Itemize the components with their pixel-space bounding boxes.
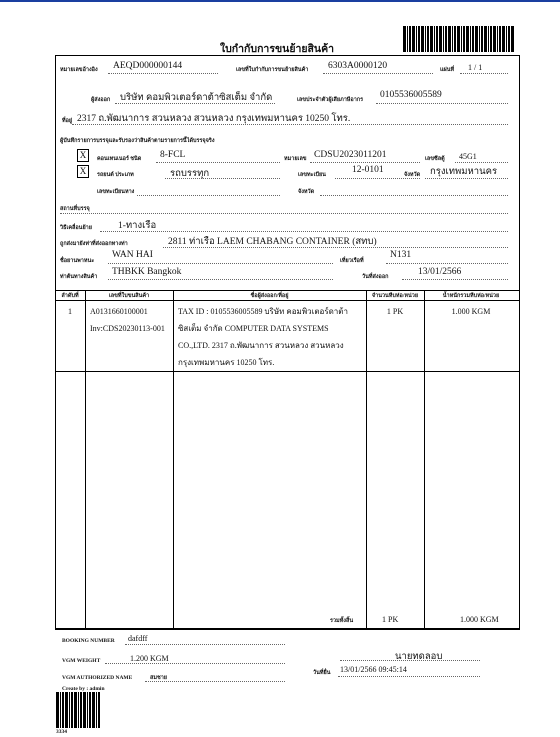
barcode-bar bbox=[56, 692, 59, 728]
province-value: กรุงเทพมหานคร bbox=[430, 167, 498, 177]
barcode-bar bbox=[409, 26, 411, 52]
barcode-bar bbox=[499, 26, 501, 52]
owner-value: บริษัท คอมพิวเตอร์ดาต้าซิสเต็ม จำกัด bbox=[120, 93, 273, 103]
col-header-decl: เลขที่ใบขนสินค้า bbox=[108, 293, 150, 299]
barcode-bar bbox=[416, 26, 417, 52]
address-label: ที่อยู่ bbox=[62, 118, 73, 124]
barcode-bar bbox=[87, 692, 88, 728]
row-decl-line1: A0131660100001 bbox=[90, 307, 148, 316]
barcode-bar bbox=[436, 26, 438, 52]
table-top-border bbox=[55, 290, 519, 291]
table-total-border bbox=[55, 628, 519, 629]
vgm-weight-label: VGM WEIGHT bbox=[62, 658, 101, 664]
barcode-bar bbox=[71, 692, 73, 728]
transport-mode-label: วิธีเคลื่อนย้าย bbox=[60, 225, 92, 231]
barcode-bar bbox=[481, 26, 483, 52]
barcode-bar bbox=[448, 26, 451, 52]
barcode-bar bbox=[69, 692, 70, 728]
dest-label: ถูกส่งมายังท่าที่ส่งออกทางท่า bbox=[60, 241, 128, 247]
row-desc-line2: ซิสเต็ม จำกัด COMPUTER DATA SYSTEMS bbox=[178, 324, 329, 333]
transport-mode-value: 1-ทางเรือ bbox=[118, 221, 157, 231]
barcode-bar bbox=[98, 692, 100, 728]
date-label: วันที่ส่งออก bbox=[362, 274, 389, 280]
truck-checkbox: X bbox=[77, 165, 89, 178]
barcode-bar bbox=[403, 26, 406, 52]
bottom-barcode bbox=[56, 692, 101, 728]
barcode-bar bbox=[65, 692, 68, 728]
province-label: จังหวัด bbox=[404, 172, 421, 178]
barcode-bar bbox=[461, 26, 462, 52]
row-desc-line3: CO.,LTD. 2317 ถ.พัฒนาการ สวนหลวง สวนหลวง bbox=[178, 341, 344, 350]
barcode-bar bbox=[407, 26, 408, 52]
barcode-bar bbox=[506, 26, 507, 52]
row-desc-line1: TAX ID : 0105536005589 บริษัท คอมพิวเตอร์ดาต้า bbox=[178, 307, 348, 316]
barcode-bar bbox=[425, 26, 426, 52]
plate-label: เลขทะเบียน bbox=[298, 172, 326, 178]
barcode-bar bbox=[484, 26, 487, 52]
owner-label: ผู้ส่งออก bbox=[91, 97, 111, 103]
container-checkbox: X bbox=[77, 149, 89, 162]
barcode-bar bbox=[421, 26, 424, 52]
sign-date-label: วันที่ยื่น bbox=[313, 670, 331, 676]
voyage-label: เที่ยวเรือที่ bbox=[340, 258, 364, 264]
barcode-bar bbox=[463, 26, 465, 52]
barcode-bar bbox=[457, 26, 460, 52]
barcode-bar bbox=[89, 692, 91, 728]
barcode-bar bbox=[470, 26, 471, 52]
table-header-border bbox=[55, 300, 519, 301]
barcode-bar bbox=[434, 26, 435, 52]
barcode-bar bbox=[443, 26, 444, 52]
col-header-desc: ชื่อผู้ส่งออก/ที่อยู่ bbox=[250, 293, 289, 299]
booking-label: BOOKING NUMBER bbox=[62, 638, 115, 644]
sheet-label: แผ่นที่ bbox=[440, 67, 455, 73]
barcode-bar bbox=[439, 26, 442, 52]
transfer-no-label: เลขที่ใบกำกับการขนย้ายสินค้า bbox=[236, 67, 309, 73]
container-no-label: หมายเลข bbox=[284, 156, 307, 162]
date-value: 13/01/2566 bbox=[418, 267, 462, 277]
container-no-value: CDSU2023011201 bbox=[314, 150, 387, 160]
seal-value: 45G1 bbox=[459, 152, 477, 161]
signer-name: นายทดลอบ bbox=[395, 652, 443, 662]
barcode-bar bbox=[472, 26, 474, 52]
barcode-bar bbox=[60, 692, 61, 728]
row-decl-line2: Inv:CDS20230113-001 bbox=[90, 324, 165, 333]
col-header-no: ลำดับที่ bbox=[61, 293, 79, 299]
plate-value: 12-0101 bbox=[352, 165, 384, 175]
col-header-qty: จำนวนหีบห่อ/หน่วย bbox=[371, 293, 419, 299]
sign-date-value: 13/01/2566 09:45:14 bbox=[340, 665, 407, 674]
barcode-bar bbox=[452, 26, 453, 52]
booking-value: dafdff bbox=[128, 634, 148, 643]
sheet-value: 1 / 1 bbox=[468, 63, 483, 72]
top-border bbox=[0, 0, 560, 2]
row-desc-line4: กรุงเทพมหานคร 10250 โทร. bbox=[178, 358, 275, 367]
taxid-label: เลขประจำตัวผู้เสียภาษีอากร bbox=[297, 97, 364, 103]
province2-label: จังหวัด bbox=[298, 189, 315, 195]
taxid-value: 0105536005589 bbox=[380, 90, 442, 100]
barcode-bar bbox=[62, 692, 64, 728]
barcode-bar bbox=[502, 26, 505, 52]
barcode-bar bbox=[508, 26, 510, 52]
barcode-bar bbox=[511, 26, 514, 52]
truck-label: รถยนต์ ประเภท bbox=[97, 172, 134, 178]
ref-value: AEQD000000144 bbox=[113, 61, 183, 71]
barcode-bar bbox=[479, 26, 480, 52]
vgm-auth-label: VGM AUTHORIZED NAME bbox=[62, 675, 133, 681]
table-divider bbox=[55, 371, 519, 372]
total-qty: 1 PK bbox=[382, 615, 399, 624]
vgm-auth-value: สมชาย bbox=[150, 675, 168, 681]
row-no: 1 bbox=[68, 307, 72, 316]
dest-value: 2811 ท่าเรือ LAEM CHABANG CONTAINER (สทบ) bbox=[168, 237, 377, 247]
port-value: THBKK Bangkok bbox=[112, 267, 182, 277]
truck-value: รถบรรทุก bbox=[170, 169, 210, 179]
voyage-value: N131 bbox=[390, 250, 412, 260]
total-weight: 1.000 KGM bbox=[460, 615, 499, 624]
barcode-bar bbox=[78, 692, 79, 728]
vessel-value: WAN HAI bbox=[112, 250, 153, 260]
section-heading: ผู้บันทึกรายการบรรจุและรับรองว่าสินค้าตามรายการนี้ได้บรรจุจริง bbox=[60, 138, 215, 144]
port-label: ท่าต้นทางสินค้า bbox=[60, 274, 98, 280]
barcode-bar bbox=[80, 692, 82, 728]
ref-label: หมายเลขอ้างอิง bbox=[60, 67, 98, 73]
total-label: รวมทั้งสิ้น bbox=[330, 618, 354, 624]
packing-place-label: สถานที่บรรจุ bbox=[60, 206, 90, 212]
barcode-bar bbox=[466, 26, 469, 52]
row-qty: 1 PK bbox=[386, 307, 404, 316]
plate2-label: เลขทะเบียนหาง bbox=[97, 189, 135, 195]
barcode-bar bbox=[418, 26, 420, 52]
barcode-bar bbox=[475, 26, 478, 52]
barcode-bar bbox=[96, 692, 97, 728]
barcode-bar bbox=[83, 692, 86, 728]
barcode-bar bbox=[427, 26, 429, 52]
vgm-weight-value: 1.200 KGM bbox=[130, 654, 169, 663]
barcode-bar bbox=[493, 26, 496, 52]
barcode-number: 3334 bbox=[56, 729, 67, 735]
row-weight: 1.000 KGM bbox=[451, 307, 491, 316]
barcode-bar bbox=[92, 692, 95, 728]
document-title: ใบกำกับการขนย้ายสินค้า bbox=[220, 44, 335, 55]
barcode-bar bbox=[454, 26, 456, 52]
transfer-no-value: 6303A0000120 bbox=[328, 61, 388, 71]
barcode-bar bbox=[490, 26, 492, 52]
barcode-bar bbox=[430, 26, 433, 52]
barcode-bar bbox=[497, 26, 498, 52]
col-header-weight: น้ำหนักรวมหีบห่อ/หน่วย bbox=[442, 293, 500, 299]
seal-label: เลขซีลตู้ bbox=[425, 156, 445, 162]
container-value: 8-FCL bbox=[160, 150, 186, 160]
container-label: คอนเทนเนอร์ ชนิด bbox=[97, 156, 142, 162]
barcode-bar bbox=[74, 692, 77, 728]
top-barcode bbox=[403, 26, 515, 52]
barcode-bar bbox=[445, 26, 447, 52]
address-value: 2317 ถ.พัฒนาการ สวนหลวง สวนหลวง กรุงเทพมหานคร 10250 โทร. bbox=[77, 114, 351, 124]
vessel-label: ชื่อยานพาหนะ bbox=[60, 258, 95, 264]
created-by: Create by : admin bbox=[62, 686, 105, 692]
barcode-bar bbox=[488, 26, 489, 52]
barcode-bar bbox=[412, 26, 415, 52]
